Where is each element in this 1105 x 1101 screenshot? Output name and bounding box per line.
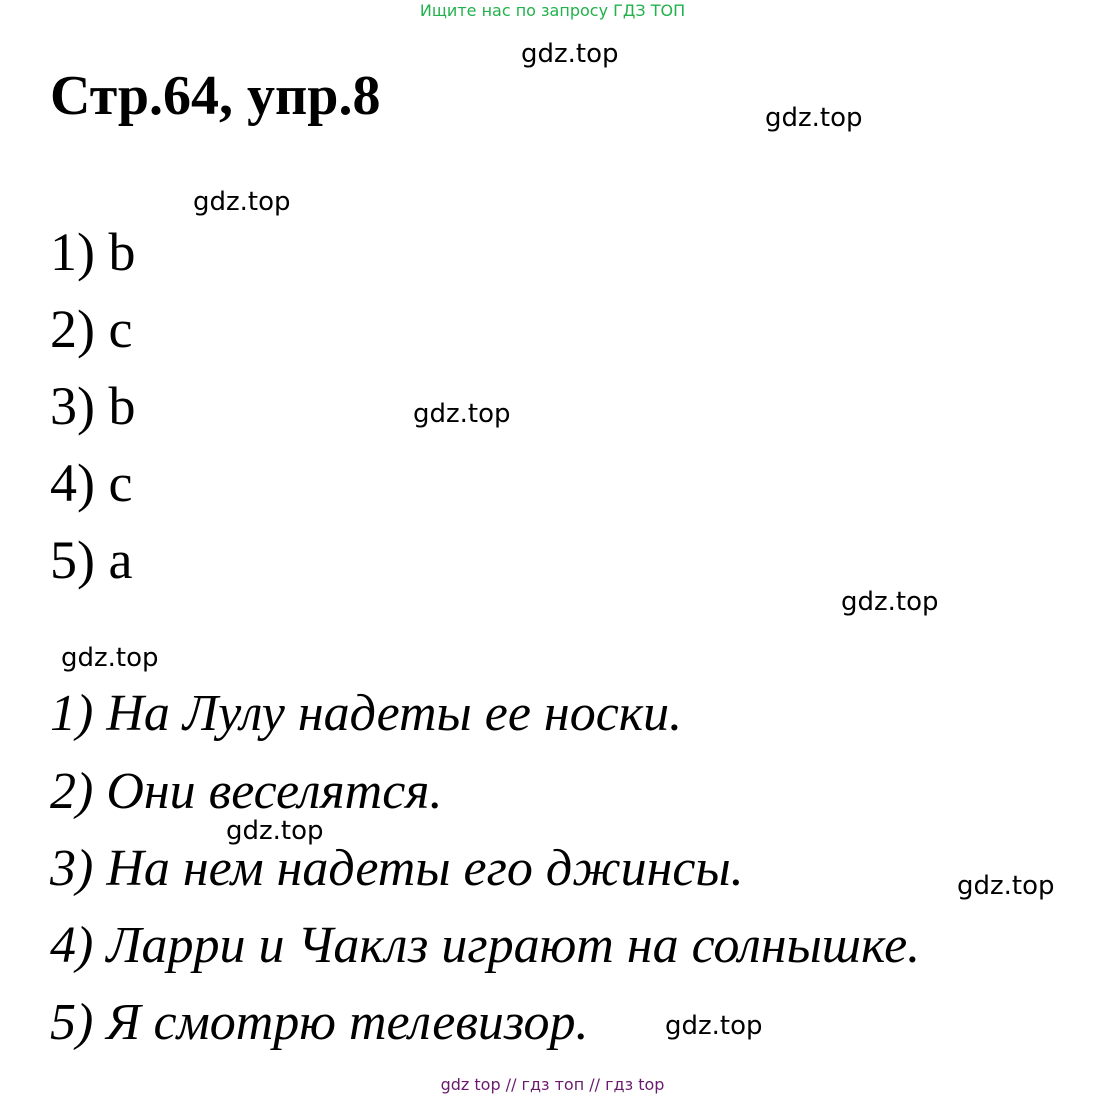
- answer-4: 4) c: [50, 453, 133, 513]
- watermark: gdz.top: [521, 39, 619, 69]
- answer-2: 2) c: [50, 299, 133, 359]
- watermark: gdz.top: [61, 643, 159, 673]
- top-banner: Ищите нас по запросу ГДЗ ТОП: [419, 1, 686, 20]
- watermark: gdz.top: [226, 816, 324, 846]
- translation-3: 3) На нем надеты его джинсы.: [50, 840, 744, 897]
- watermark: gdz.top: [665, 1011, 763, 1041]
- translation-5: 5) Я смотрю телевизор.: [50, 994, 589, 1051]
- answer-3: 3) b: [50, 376, 136, 436]
- translation-4: 4) Ларри и Чаклз играют на солнышке.: [50, 917, 921, 974]
- translation-1: 1) На Лулу надеты ее носки.: [50, 685, 683, 742]
- answer-5: 5) a: [50, 530, 133, 590]
- footer-watermark: gdz top // гдз топ // гдз top: [440, 1075, 665, 1094]
- watermark: gdz.top: [841, 587, 939, 617]
- watermark: gdz.top: [413, 399, 511, 429]
- answer-1: 1) b: [50, 222, 136, 282]
- translation-2: 2) Они веселятся.: [50, 763, 443, 820]
- page-title: Стр.64, упр.8: [50, 65, 381, 127]
- watermark: gdz.top: [193, 187, 291, 217]
- watermark: gdz.top: [765, 103, 863, 133]
- watermark: gdz.top: [957, 871, 1055, 901]
